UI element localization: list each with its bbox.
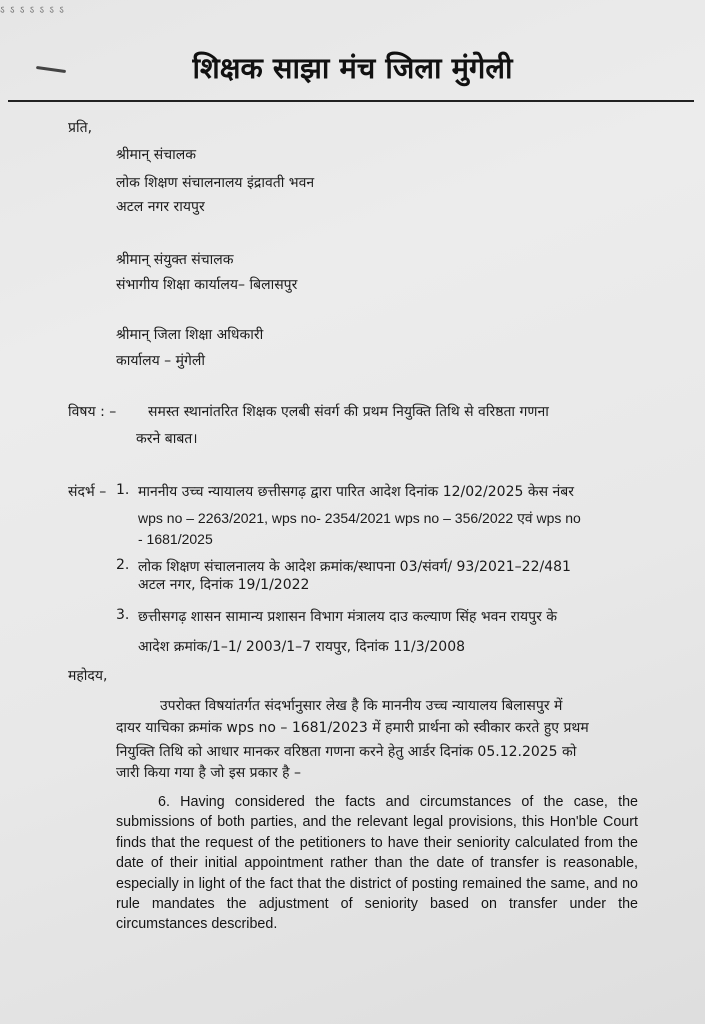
reference-text: लोक शिक्षण संचालनालय के आदेश क्रमांक/स्थापना 03/संवर्ग/ 93/2021–22/481 (138, 559, 571, 575)
paragraph-line: उपरोक्त विषयांतर्गत संदर्भानुसार लेख है कि माननीय उच्च न्यायालय बिलासपुर में (160, 698, 563, 714)
reference-number: 2. (116, 557, 130, 573)
addressee-title: श्रीमान् जिला शिक्षा अधिकारी (116, 327, 264, 343)
addressee-title: श्रीमान् संचालक (116, 147, 196, 163)
addressee-place: अटल नगर रायपुर (116, 199, 205, 215)
court-order-excerpt: 6. Having considered the facts and circumstances of the case, the submissions of both parties, and the relevant legal provisions, this Hon'ble Court finds that the request of the petitioners to have their seniority calculated from the date of their initial appointment rather than the date of transfer is reasonable, especially in light of the fact that the district of posting remained the same, and no rule mandates the adjustment of seniority based on transfer under the circumstances described. (116, 794, 638, 933)
reference-text: अटल नगर, दिनांक 19/1/2022 (138, 577, 310, 593)
top-edge-marks: ऽ ऽ ऽ ऽ ऽ ऽ ऽ (0, 5, 65, 16)
letterhead-title: शिक्षक साझा मंच जिला मुंगेली (192, 51, 513, 85)
reference-text: आदेश क्रमांक/1–1/ 2003/1–7 रायपुर, दिनांक 11/3/2008 (138, 639, 466, 655)
subject-line: करने बाबत। (136, 431, 198, 447)
paragraph-line: जारी किया गया है जो इस प्रकार है – (116, 765, 302, 781)
salutation: महोदय, (68, 668, 108, 684)
reference-number: 3. (116, 607, 130, 623)
addressee-office: कार्यालय – मुंगेली (116, 353, 206, 369)
subject-label: विषय : – (68, 404, 117, 420)
to-label: प्रति, (68, 120, 93, 136)
reference-text: wps no – 2263/2021, wps no- 2354/2021 wps no – 356/2022 एवं wps no (138, 510, 581, 526)
reference-text: माननीय उच्च न्यायालय छत्तीसगढ़ द्वारा पारित आदेश दिनांक 12/02/2025 केस नंबर (138, 484, 575, 500)
reference-label: संदर्भ – (68, 484, 107, 500)
paragraph-line: दायर याचिका क्रमांक wps no – 1681/2023 में हमारी प्रार्थना को स्वीकार करते हुए प्रथम (116, 720, 589, 736)
letterhead-rule (8, 100, 694, 102)
addressee-title: श्रीमान् संयुक्त संचालक (116, 252, 234, 268)
reference-text: - 1681/2025 (138, 531, 213, 547)
addressee-office: लोक शिक्षण संचालनालय इंद्रावती भवन (116, 175, 315, 191)
subject-line: समस्त स्थानांतरित शिक्षक एलबी संवर्ग की प्रथम नियुक्ति तिथि से वरिष्ठता गणना (148, 404, 549, 420)
addressee-office: संभागीय शिक्षा कार्यालय– बिलासपुर (116, 277, 298, 293)
reference-number: 1. (116, 482, 130, 498)
reference-text: छत्तीसगढ़ शासन सामान्य प्रशासन विभाग मंत्रालय दाउ कल्याण सिंह भवन रायपुर के (138, 609, 558, 625)
paragraph-line: नियुक्ति तिथि को आधार मानकर वरिष्ठता गणना करने हेतु आर्डर दिनांक 05.12.2025 को (116, 744, 577, 760)
